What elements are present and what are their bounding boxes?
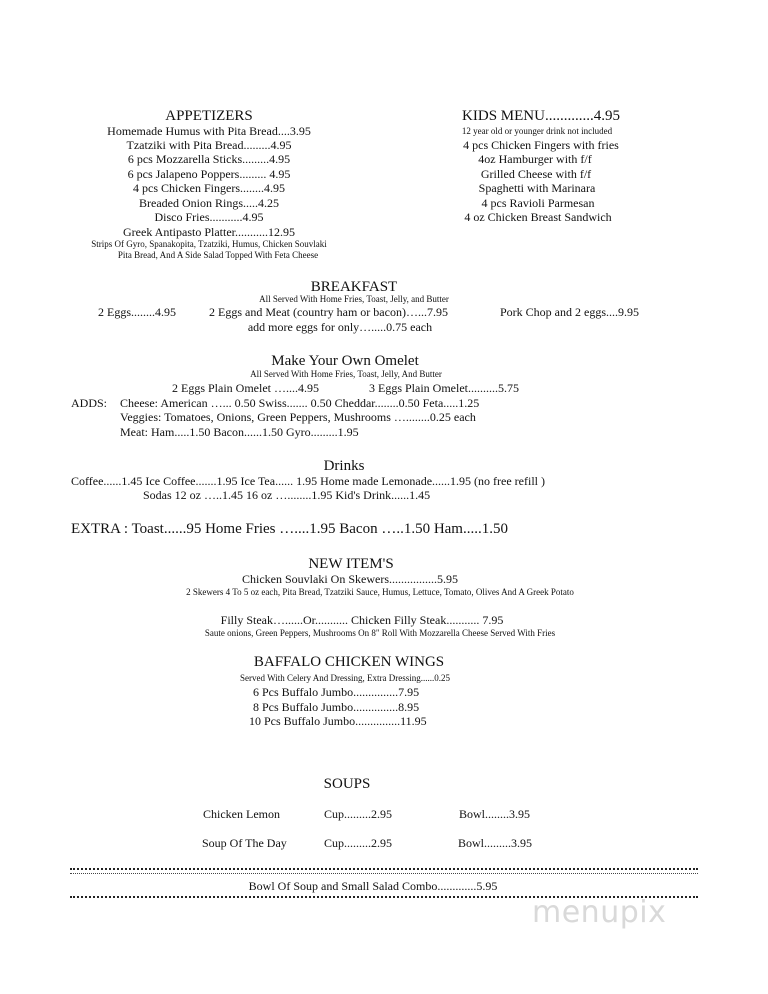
menu-item: 6 Pcs Buffalo Jumbo...............7.95 bbox=[253, 685, 420, 699]
filly-note: Saute onions, Green Peppers, Mushrooms On 8" Roll With Mozzarella Cheese Served With Fries bbox=[204, 628, 556, 638]
adds-meat: Meat: Ham.....1.50 Bacon......1.50 Gyro.........1.95 bbox=[120, 425, 359, 439]
menu-item: 10 Pcs Buffalo Jumbo...............11.95 bbox=[249, 714, 427, 728]
menu-item: 8 Pcs Buffalo Jumbo...............8.95 bbox=[253, 700, 420, 714]
breakfast-extra: add more eggs for only….....0.75 each bbox=[247, 320, 433, 334]
menu-item: 4 oz Chicken Breast Sandwich bbox=[464, 210, 612, 224]
menu-item: 4 pcs Chicken Fingers with fries bbox=[463, 138, 619, 152]
menu-item: 2 Eggs and Meat (country ham or bacon)…...7.95 bbox=[209, 305, 448, 319]
omelet-note: All Served With Home Fries, Toast, Jelly, And Butter bbox=[250, 369, 442, 379]
wings-title: BAFFALO CHICKEN WINGS bbox=[253, 654, 445, 670]
menu-item: 4oz Hamburger with f/f bbox=[478, 152, 592, 166]
adds-veggies: Veggies: Tomatoes, Onions, Green Peppers, Mushrooms …........0.25 each bbox=[120, 410, 476, 424]
adds-cheese: Cheese: American …... 0.50 Swiss....... 0.50 Cheddar........0.50 Feta.....1.25 bbox=[120, 396, 480, 410]
dotted-divider bbox=[70, 873, 698, 874]
breakfast-title: BREAKFAST bbox=[310, 279, 398, 295]
omelet-title: Make Your Own Omelet bbox=[271, 353, 419, 369]
soup-salad-combo: Bowl Of Soup and Small Salad Combo.............5.95 bbox=[248, 879, 498, 893]
breakfast-note: All Served With Home Fries, Toast, Jelly, and Butter bbox=[259, 294, 449, 304]
extra-line: EXTRA : Toast......95 Home Fries …....1.95 Bacon …..1.50 Ham.....1.50 bbox=[71, 521, 508, 537]
menu-item: 4 pcs Ravioli Parmesan bbox=[481, 196, 595, 210]
menu-item: Chicken Souvlaki On Skewers................5.95 bbox=[242, 572, 458, 586]
menu-item: Homemade Humus with Pita Bread....3.95 bbox=[107, 124, 311, 138]
soup-name: Soup Of The Day bbox=[202, 836, 287, 850]
menu-item: Spaghetti with Marinara bbox=[478, 181, 596, 195]
kids-menu-title: KIDS MENU.............4.95 bbox=[462, 108, 620, 124]
menu-item: Filly Steak…......Or........... Chicken Filly Steak........... 7.95 bbox=[220, 613, 504, 627]
menu-item: 6 pcs Jalapeno Poppers......... 4.95 bbox=[127, 167, 291, 181]
appetizer-note: Pita Bread, And A Side Salad Topped With Feta Cheese bbox=[117, 250, 319, 260]
menu-item: 2 Eggs Plain Omelet …....4.95 bbox=[172, 381, 319, 395]
menu-item: 2 Eggs........4.95 bbox=[98, 305, 176, 319]
soup-bowl: Bowl.........3.95 bbox=[458, 836, 533, 850]
drinks-title: Drinks bbox=[323, 458, 365, 474]
drinks-row: Coffee......1.45 Ice Coffee.......1.95 Ice Tea...... 1.95 Home made Lemonade......1.95 (no free refill ) bbox=[71, 474, 545, 488]
dotted-divider bbox=[70, 868, 698, 870]
soups-title: SOUPS bbox=[323, 776, 371, 792]
kids-note: 12 year old or younger drink not included bbox=[461, 126, 613, 136]
wings-note: Served With Celery And Dressing, Extra Dressing......0.25 bbox=[240, 673, 450, 683]
menu-item: Tzatziki with Pita Bread.........4.95 bbox=[126, 138, 292, 152]
watermark-logo: menupix bbox=[532, 895, 667, 930]
soup-bowl: Bowl........3.95 bbox=[459, 807, 531, 821]
soup-name: Chicken Lemon bbox=[203, 807, 280, 821]
menu-item: 6 pcs Mozzarella Sticks.........4.95 bbox=[127, 152, 291, 166]
menu-item: 3 Eggs Plain Omelet..........5.75 bbox=[369, 381, 519, 395]
drinks-row: Sodas 12 oz …..1.45 16 oz …........1.95 Kid's Drink......1.45 bbox=[143, 488, 431, 502]
soup-cup: Cup.........2.95 bbox=[324, 836, 393, 850]
appetizer-note: Strips Of Gyro, Spanakopita, Tzatziki, Humus, Chicken Souvlaki bbox=[91, 239, 327, 249]
soup-cup: Cup.........2.95 bbox=[324, 807, 393, 821]
new-items-title: NEW ITEM'S bbox=[308, 556, 394, 572]
menu-item: Breaded Onion Rings.....4.25 bbox=[139, 196, 279, 210]
adds-label: ADDS: bbox=[71, 396, 108, 410]
menu-item: 4 pcs Chicken Fingers........4.95 bbox=[133, 181, 285, 195]
menu-item: Grilled Cheese with f/f bbox=[480, 167, 592, 181]
menu-item: Greek Antipasto Platter...........12.95 bbox=[123, 225, 295, 239]
menu-item: Disco Fries...........4.95 bbox=[154, 210, 264, 224]
souvlaki-note: 2 Skewers 4 To 5 oz each, Pita Bread, Tzatziki Sauce, Humus, Lettuce, Tomato, Olives And A Greek Potato bbox=[186, 587, 574, 597]
appetizers-title: APPETIZERS bbox=[165, 108, 253, 124]
menu-item: Pork Chop and 2 eggs....9.95 bbox=[500, 305, 639, 319]
